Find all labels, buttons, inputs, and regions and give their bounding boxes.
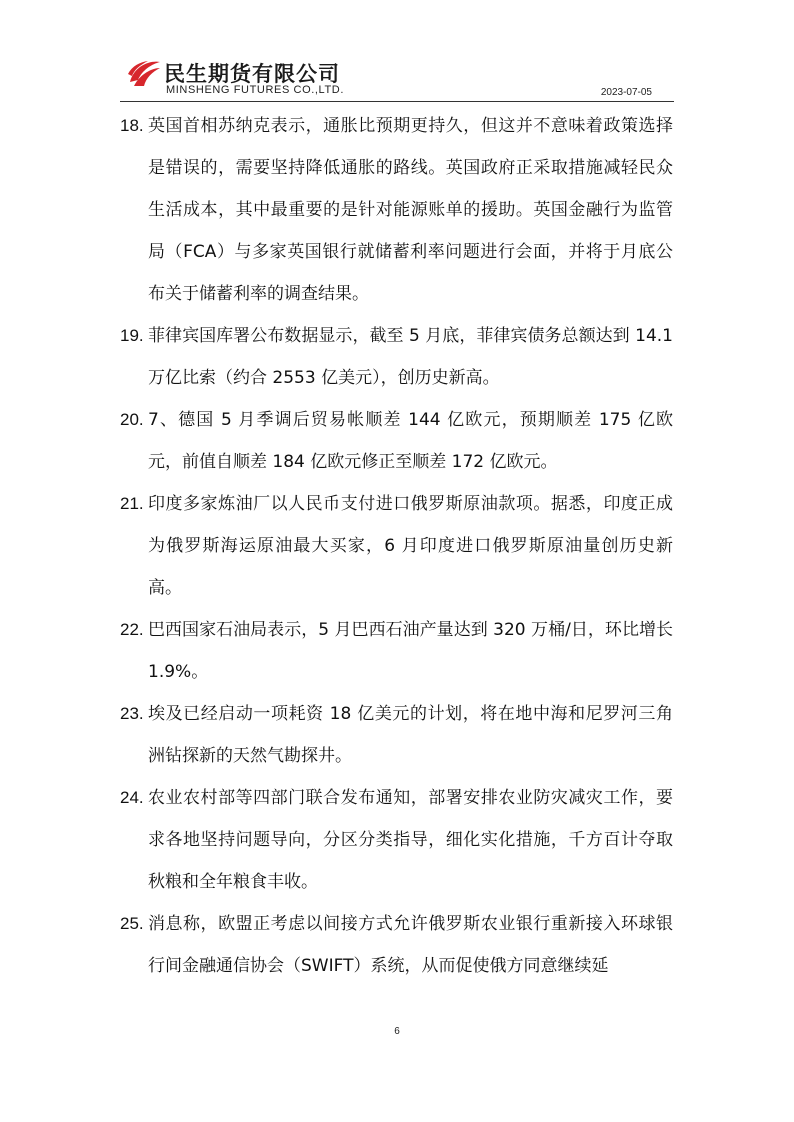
report-date: 2023-07-05: [600, 87, 652, 98]
item-text: 消息称，欧盟正考虑以间接方式允许俄罗斯农业银行重新接入环球银行间金融通信协会（SWIFT）系统，从而促使俄方同意继续延: [148, 914, 673, 976]
list-item: [120, 315, 673, 399]
page-header: [120, 54, 674, 102]
company-name-cn: 民生期货有限公司: [164, 62, 340, 86]
list-item: [120, 105, 673, 315]
list-item: [120, 399, 673, 483]
item-number: 19.: [120, 326, 144, 345]
list-item: [120, 903, 673, 987]
news-list: [120, 105, 673, 987]
list-item: [120, 483, 673, 609]
item-text: 埃及已经启动一项耗资 18 亿美元的计划，将在地中海和尼罗河三角洲钻探新的天然气勘探井。: [148, 704, 673, 766]
item-text: 印度多家炼油厂以人民币支付进口俄罗斯原油款项。据悉，印度正成为俄罗斯海运原油最大买家，6 月印度进口俄罗斯原油量创历史新高。: [148, 494, 673, 598]
item-number: 20.: [120, 410, 144, 429]
item-number: 24.: [120, 788, 144, 807]
item-text: 7、德国 5 月季调后贸易帐顺差 144 亿欧元，预期顺差 175 亿欧元，前值自顺差 184 亿欧元修正至顺差 172 亿欧元。: [148, 410, 673, 472]
item-number: 21.: [120, 494, 144, 513]
item-text: 农业农村部等四部门联合发布通知，部署安排农业防灾减灾工作，要求各地坚持问题导向，分区分类指导，细化实化措施，千方百计夺取秋粮和全年粮食丰收。: [148, 788, 673, 892]
item-number: 25.: [120, 914, 144, 933]
list-item: [120, 693, 673, 777]
header-divider: [120, 101, 674, 102]
item-text: 菲律宾国库署公布数据显示，截至 5 月底，菲律宾债务总额达到 14.1 万亿比索（约合 2553 亿美元），创历史新高。: [148, 326, 673, 388]
page-number: 6: [394, 1026, 400, 1037]
minsheng-logo-icon: [126, 56, 162, 92]
item-number: 18.: [120, 116, 144, 135]
item-number: 22.: [120, 620, 144, 639]
item-number: 23.: [120, 704, 144, 723]
company-name-en: MINSHENG FUTURES CO.,LTD.: [166, 84, 344, 96]
item-text: 英国首相苏纳克表示，通胀比预期更持久，但这并不意味着政策选择是错误的，需要坚持降低通胀的路线。英国政府正采取措施减轻民众生活成本，其中最重要的是针对能源账单的援助。英国金融行为监管局（FCA）与多家英国银行就储蓄利率问题进行会面，并将于月底公布关于储蓄利率的调查结果。: [148, 116, 673, 304]
list-item: [120, 777, 673, 903]
item-text: 巴西国家石油局表示，5 月巴西石油产量达到 320 万桶/日，环比增长 1.9%。: [148, 620, 673, 682]
list-item: [120, 609, 673, 693]
